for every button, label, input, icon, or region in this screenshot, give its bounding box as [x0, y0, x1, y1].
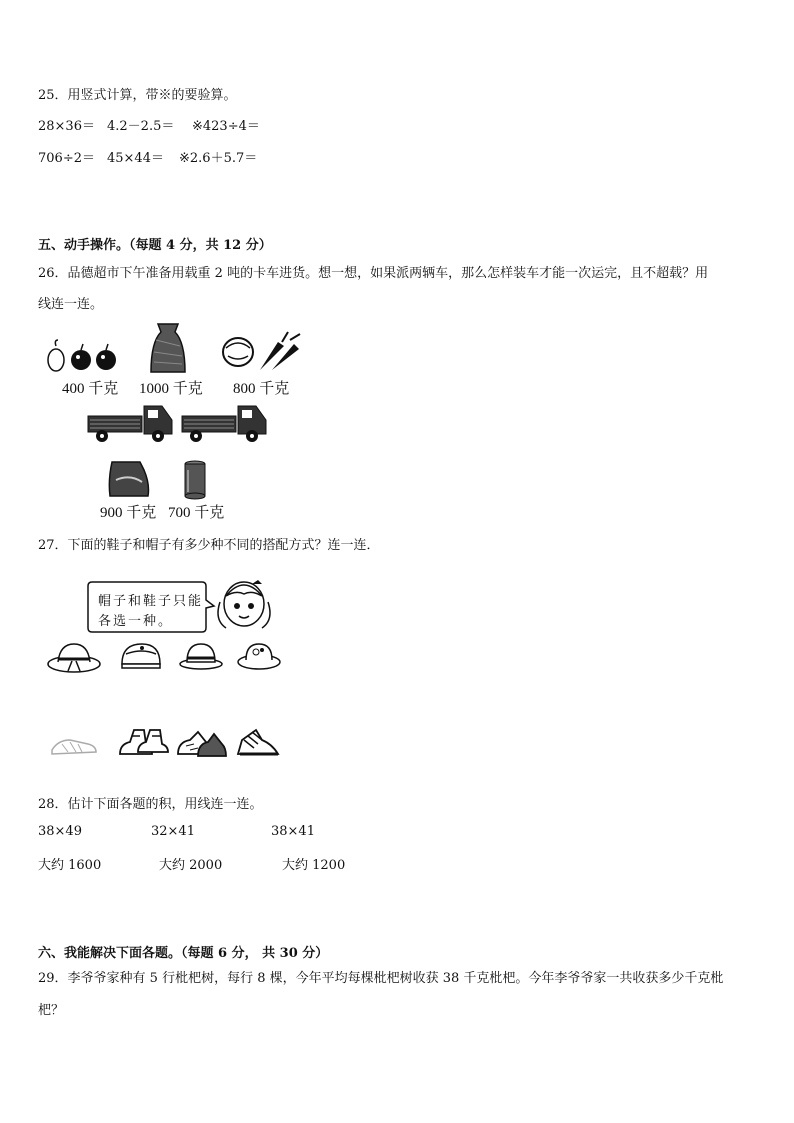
speech-line-2: 各选一种。 [98, 614, 174, 629]
q25-problem-6: ※2.6＋5.7＝ [179, 151, 258, 166]
q26-text-line1: 26．品德超市下午准备用载重 2 吨的卡车进货。想一想，如果派两辆车，那么怎样装车才能一次运完，且不超载？用 [38, 266, 709, 281]
hat-icon [46, 642, 102, 674]
section-5-heading: 五、动手操作。（每题 4 分，共 12 分） [38, 238, 272, 253]
sack-icon [148, 320, 188, 374]
goods-label-3: 800 千克 [233, 381, 290, 397]
fedora-hat-icon [178, 642, 224, 672]
cap-icon [118, 640, 162, 674]
goods-label-2: 1000 千克 [139, 381, 203, 397]
q25-problem-1: 28×36＝ [38, 119, 95, 134]
q28-estimate-3: 大约 1200 [282, 858, 346, 873]
speech-line-1: 帽子和鞋子只能 [98, 594, 204, 609]
q25-problem-5: 45×44＝ [107, 151, 164, 166]
goods-label-5: 700 千克 [168, 505, 225, 521]
can-icon [182, 460, 208, 500]
sneakers-icon [176, 728, 228, 760]
goods-label-1: 400 千克 [62, 381, 119, 397]
boots-icon [116, 726, 172, 760]
q25-problem-2: 4.2－2.5＝ [107, 119, 175, 134]
girl-face-icon [212, 576, 276, 634]
q25-problem-3: ※423÷4＝ [192, 119, 260, 134]
sandal-icon [48, 730, 100, 760]
q25-title: 25．用竖式计算，带※的要验算。 [38, 88, 237, 103]
q28-estimate-2: 大约 2000 [159, 858, 223, 873]
q25-problem-4: 706÷2＝ [38, 151, 95, 166]
vegetables-icon [220, 330, 304, 374]
bag-icon [104, 458, 154, 500]
q29-text-line1: 29．李爷爷家种有 5 行枇杷树，每行 8 棵，今年平均每棵枇杷树收获 38 千克枇杷。今年李爷爷家一共收获多少千克枇 [38, 971, 724, 986]
q28-problem-3: 38×41 [271, 824, 315, 839]
truck-icon [86, 402, 176, 444]
goods-label-4: 900 千克 [100, 505, 157, 521]
q26-text-line2: 线连一连。 [38, 297, 104, 312]
q28-title: 28．估计下面各题的积，用线连一连。 [38, 797, 263, 812]
section-6-heading: 六、我能解决下面各题。（每题 6 分， 共 30 分） [38, 946, 329, 961]
q27-title: 27．下面的鞋子和帽子有多少种不同的搭配方式？连一连． [38, 538, 380, 553]
q28-problem-1: 38×49 [38, 824, 82, 839]
truck-icon [180, 402, 270, 444]
q29-text-line2: 杷？ [38, 1003, 65, 1018]
q28-problem-2: 32×41 [151, 824, 195, 839]
fruit-icon [46, 338, 126, 374]
sport-shoes-icon [236, 726, 282, 760]
sun-hat-icon [236, 640, 282, 672]
q28-estimate-1: 大约 1600 [38, 858, 102, 873]
